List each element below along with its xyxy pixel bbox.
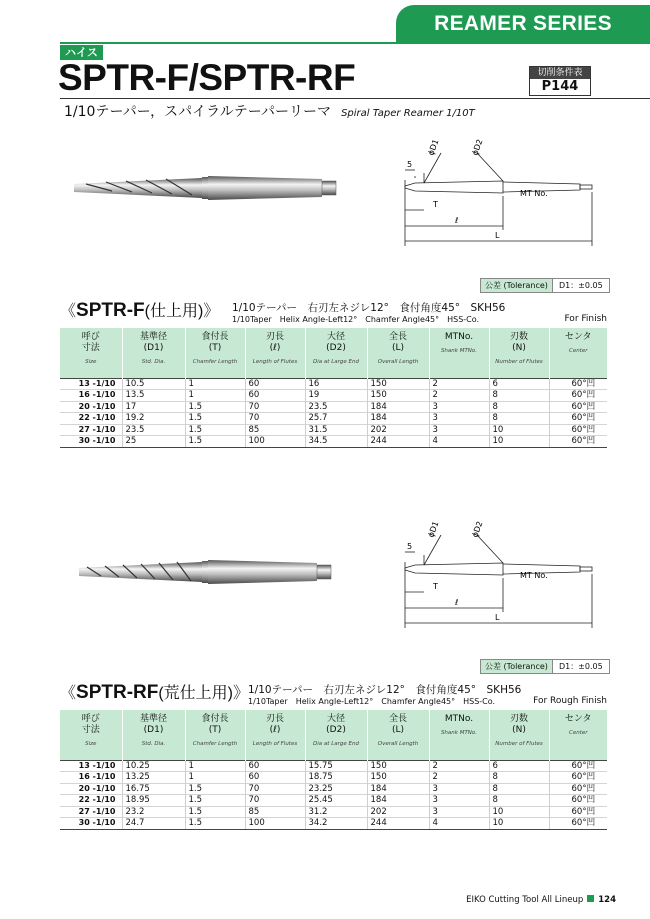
section-paren-rf: (荒仕上用) bbox=[158, 685, 234, 702]
col-overall: 全長 (L) Overall Length bbox=[367, 328, 429, 378]
value-cell: 1.5 bbox=[185, 401, 245, 413]
value-cell: 60°凹 bbox=[549, 401, 607, 413]
value-cell: 150 bbox=[367, 772, 429, 784]
value-cell: 25.45 bbox=[305, 795, 367, 807]
value-cell: 60°凹 bbox=[549, 818, 607, 830]
value-cell: 60°凹 bbox=[549, 806, 607, 818]
value-cell: 1.5 bbox=[185, 806, 245, 818]
value-cell: 24.7 bbox=[122, 818, 185, 830]
col-std-dia: 基準径 (D1) Std. Dia. bbox=[122, 328, 185, 378]
value-cell: 150 bbox=[367, 390, 429, 402]
dim-t: T bbox=[433, 200, 438, 209]
value-cell: 202 bbox=[367, 424, 429, 436]
table-row bbox=[60, 424, 607, 436]
value-cell: 60°凹 bbox=[549, 436, 607, 448]
value-cell: 4 bbox=[429, 436, 489, 448]
value-cell: 60 bbox=[245, 772, 305, 784]
size-cell: 13 -1/10 bbox=[60, 378, 122, 390]
value-cell: 2 bbox=[429, 760, 489, 772]
tolerance-rf bbox=[480, 659, 610, 674]
size-cell: 20 -1/10 bbox=[60, 783, 122, 795]
table-row bbox=[60, 760, 607, 772]
value-cell: 10 bbox=[489, 436, 549, 448]
page-title: SPTR-F/SPTR-RF bbox=[58, 57, 356, 98]
value-cell: 70 bbox=[245, 401, 305, 413]
value-cell: 1.5 bbox=[185, 818, 245, 830]
mt-label: MT No. bbox=[520, 571, 548, 580]
value-cell: 1 bbox=[185, 378, 245, 390]
col-size: 呼び 寸法 Size bbox=[60, 328, 122, 378]
header-rule bbox=[60, 42, 650, 44]
subtitle-en: Spiral Taper Reamer 1/10T bbox=[341, 108, 475, 119]
section-paren-f: (仕上用) bbox=[144, 303, 204, 320]
value-cell: 10 bbox=[489, 424, 549, 436]
title-rule bbox=[60, 98, 650, 99]
spec-table-f bbox=[60, 328, 607, 448]
value-cell: 60 bbox=[245, 390, 305, 402]
value-cell: 34.5 bbox=[305, 436, 367, 448]
value-cell: 17 bbox=[122, 401, 185, 413]
dim-5: 5 bbox=[407, 160, 413, 169]
value-cell: 244 bbox=[367, 436, 429, 448]
dim-d2: ϕD2 bbox=[470, 138, 485, 157]
value-cell: 60°凹 bbox=[549, 390, 607, 402]
col-std-dia: 基準径 (D1) Std. Dia. bbox=[122, 710, 185, 760]
value-cell: 60 bbox=[245, 378, 305, 390]
series-tab: REAMER SERIES bbox=[396, 5, 650, 42]
dim-t: T bbox=[433, 582, 438, 591]
value-cell: 70 bbox=[245, 783, 305, 795]
finish-label-rf: For Rough Finish bbox=[533, 696, 607, 706]
value-cell: 16.75 bbox=[122, 783, 185, 795]
value-cell: 10.25 bbox=[122, 760, 185, 772]
dim-l-small: ℓ bbox=[455, 598, 459, 607]
cutting-condition-reference[interactable] bbox=[529, 66, 591, 96]
value-cell: 85 bbox=[245, 806, 305, 818]
size-cell: 20 -1/10 bbox=[60, 401, 122, 413]
value-cell: 15.75 bbox=[305, 760, 367, 772]
value-cell: 3 bbox=[429, 424, 489, 436]
value-cell: 3 bbox=[429, 795, 489, 807]
tolerance-value: D1：±0.05 bbox=[558, 662, 603, 671]
value-cell: 100 bbox=[245, 436, 305, 448]
value-cell: 60°凹 bbox=[549, 424, 607, 436]
value-cell: 100 bbox=[245, 818, 305, 830]
table-row bbox=[60, 783, 607, 795]
dim-l-small: ℓ bbox=[455, 216, 459, 225]
spec-en-rf: 1/10Taper Helix Angle-Left12° Chamfer Angle45° HSS-Co. bbox=[248, 697, 496, 706]
value-cell: 8 bbox=[489, 795, 549, 807]
section-name-f: SPTR-F bbox=[76, 300, 145, 321]
value-cell: 6 bbox=[489, 760, 549, 772]
dim-5: 5 bbox=[407, 542, 413, 551]
dim-d1: ϕD1 bbox=[426, 138, 441, 157]
col-center: センタ Center bbox=[549, 328, 607, 378]
size-cell: 16 -1/10 bbox=[60, 772, 122, 784]
value-cell: 150 bbox=[367, 760, 429, 772]
value-cell: 1.5 bbox=[185, 413, 245, 425]
dim-L: L bbox=[495, 613, 500, 622]
col-mt: MTNo. Shank MTNo. bbox=[429, 710, 489, 760]
size-cell: 22 -1/10 bbox=[60, 413, 122, 425]
col-flutes: 刃数 (N) Number of Flutes bbox=[489, 710, 549, 760]
finish-label-f: For Finish bbox=[564, 314, 607, 324]
value-cell: 70 bbox=[245, 413, 305, 425]
value-cell: 1.5 bbox=[185, 436, 245, 448]
spec-jp-rf: 1/10テーパー 右刃左ネジレ12° 食付角度45° SKH56 bbox=[248, 684, 522, 696]
col-flute-length: 刃長 (ℓ) Length of Flutes bbox=[245, 710, 305, 760]
size-cell: 27 -1/10 bbox=[60, 806, 122, 818]
footer-square-icon bbox=[587, 895, 594, 902]
value-cell: 150 bbox=[367, 378, 429, 390]
col-flute-length: 刃長 (ℓ) Length of Flutes bbox=[245, 328, 305, 378]
col-large-dia: 大径 (D2) Dia at Large End bbox=[305, 710, 367, 760]
value-cell: 60°凹 bbox=[549, 413, 607, 425]
value-cell: 4 bbox=[429, 818, 489, 830]
col-chamfer: 食付長 (T) Chamfer Length bbox=[185, 710, 245, 760]
cutting-condition-label: 切削条件表 bbox=[530, 67, 590, 79]
value-cell: 23.2 bbox=[122, 806, 185, 818]
tolerance-label: 公差 (Tolerance) bbox=[481, 279, 553, 292]
value-cell: 23.5 bbox=[305, 401, 367, 413]
value-cell: 10 bbox=[489, 806, 549, 818]
page-number: 124 bbox=[598, 895, 616, 905]
value-cell: 10 bbox=[489, 818, 549, 830]
cutting-condition-page[interactable]: P144 bbox=[541, 79, 579, 94]
value-cell: 8 bbox=[489, 413, 549, 425]
subtitle-jp: 1/10テーパー，スパイラルテーパーリーマ bbox=[64, 104, 332, 120]
value-cell: 1.5 bbox=[185, 795, 245, 807]
value-cell: 1 bbox=[185, 760, 245, 772]
value-cell: 60°凹 bbox=[549, 783, 607, 795]
table-body-rf bbox=[60, 760, 607, 830]
value-cell: 184 bbox=[367, 795, 429, 807]
value-cell: 60°凹 bbox=[549, 772, 607, 784]
value-cell: 13.5 bbox=[122, 390, 185, 402]
size-cell: 22 -1/10 bbox=[60, 795, 122, 807]
category-label: ハイス bbox=[60, 45, 103, 60]
value-cell: 19.2 bbox=[122, 413, 185, 425]
value-cell: 244 bbox=[367, 818, 429, 830]
dim-d2: ϕD2 bbox=[470, 520, 485, 539]
spec-table-rf bbox=[60, 710, 607, 830]
value-cell: 3 bbox=[429, 401, 489, 413]
value-cell: 25.7 bbox=[305, 413, 367, 425]
col-large-dia: 大径 (D2) Dia at Large End bbox=[305, 328, 367, 378]
table-row bbox=[60, 390, 607, 402]
table-row bbox=[60, 378, 607, 390]
size-cell: 16 -1/10 bbox=[60, 390, 122, 402]
size-cell: 30 -1/10 bbox=[60, 436, 122, 448]
mt-label: MT No. bbox=[520, 189, 548, 198]
col-chamfer: 食付長 (T) Chamfer Length bbox=[185, 328, 245, 378]
tolerance-label: 公差 (Tolerance) bbox=[481, 660, 553, 673]
table-row bbox=[60, 772, 607, 784]
footer bbox=[466, 894, 616, 906]
table-row bbox=[60, 436, 607, 448]
tolerance-f bbox=[480, 278, 610, 293]
value-cell: 3 bbox=[429, 806, 489, 818]
spec-jp-f: 1/10テーパー 右刃左ネジレ12° 食付角度45° SKH56 bbox=[232, 302, 506, 314]
table-row bbox=[60, 806, 607, 818]
value-cell: 60°凹 bbox=[549, 378, 607, 390]
value-cell: 19 bbox=[305, 390, 367, 402]
value-cell: 25 bbox=[122, 436, 185, 448]
footer-text: EIKO Cutting Tool All Lineup bbox=[466, 895, 584, 905]
table-body-f bbox=[60, 378, 607, 448]
dim-L: L bbox=[495, 231, 500, 240]
value-cell: 2 bbox=[429, 378, 489, 390]
size-cell: 13 -1/10 bbox=[60, 760, 122, 772]
section-title-f: 《SPTR-F(仕上用)》 bbox=[60, 300, 220, 321]
value-cell: 10.5 bbox=[122, 378, 185, 390]
spec-en-f: 1/10Taper Helix Angle-Left12° Chamfer Angle45° HSS-Co. bbox=[232, 315, 480, 324]
value-cell: 6 bbox=[489, 378, 549, 390]
value-cell: 1.5 bbox=[185, 424, 245, 436]
value-cell: 1 bbox=[185, 772, 245, 784]
col-mt: MTNo. Shank MTNo. bbox=[429, 328, 489, 378]
col-overall: 全長 (L) Overall Length bbox=[367, 710, 429, 760]
value-cell: 2 bbox=[429, 772, 489, 784]
value-cell: 60 bbox=[245, 760, 305, 772]
value-cell: 60°凹 bbox=[549, 760, 607, 772]
tolerance-value: D1：±0.05 bbox=[558, 281, 603, 290]
value-cell: 1 bbox=[185, 390, 245, 402]
value-cell: 70 bbox=[245, 795, 305, 807]
value-cell: 16 bbox=[305, 378, 367, 390]
value-cell: 1.5 bbox=[185, 783, 245, 795]
table-row bbox=[60, 795, 607, 807]
value-cell: 8 bbox=[489, 783, 549, 795]
section-title-rf: 《SPTR-RF(荒仕上用)》 bbox=[60, 682, 250, 703]
value-cell: 2 bbox=[429, 390, 489, 402]
size-cell: 30 -1/10 bbox=[60, 818, 122, 830]
value-cell: 31.2 bbox=[305, 806, 367, 818]
value-cell: 184 bbox=[367, 401, 429, 413]
table-row bbox=[60, 413, 607, 425]
col-center: センタ Center bbox=[549, 710, 607, 760]
value-cell: 8 bbox=[489, 390, 549, 402]
dimension-drawing-rf bbox=[395, 520, 605, 630]
value-cell: 8 bbox=[489, 401, 549, 413]
value-cell: 34.2 bbox=[305, 818, 367, 830]
value-cell: 18.95 bbox=[122, 795, 185, 807]
section-name-rf: SPTR-RF bbox=[76, 682, 159, 703]
value-cell: 184 bbox=[367, 413, 429, 425]
col-flutes: 刃数 (N) Number of Flutes bbox=[489, 328, 549, 378]
value-cell: 202 bbox=[367, 806, 429, 818]
reamer-photo-rf bbox=[77, 552, 339, 592]
value-cell: 60°凹 bbox=[549, 795, 607, 807]
value-cell: 23.5 bbox=[122, 424, 185, 436]
value-cell: 184 bbox=[367, 783, 429, 795]
value-cell: 13.25 bbox=[122, 772, 185, 784]
value-cell: 18.75 bbox=[305, 772, 367, 784]
reamer-photo-f bbox=[72, 168, 344, 208]
table-row bbox=[60, 401, 607, 413]
value-cell: 3 bbox=[429, 783, 489, 795]
subtitle bbox=[64, 102, 475, 124]
dim-d1: ϕD1 bbox=[426, 520, 441, 539]
table-row bbox=[60, 818, 607, 830]
value-cell: 85 bbox=[245, 424, 305, 436]
value-cell: 31.5 bbox=[305, 424, 367, 436]
value-cell: 3 bbox=[429, 413, 489, 425]
value-cell: 8 bbox=[489, 772, 549, 784]
value-cell: 23.25 bbox=[305, 783, 367, 795]
dimension-drawing-f bbox=[395, 138, 605, 248]
size-cell: 27 -1/10 bbox=[60, 424, 122, 436]
col-size: 呼び 寸法 Size bbox=[60, 710, 122, 760]
